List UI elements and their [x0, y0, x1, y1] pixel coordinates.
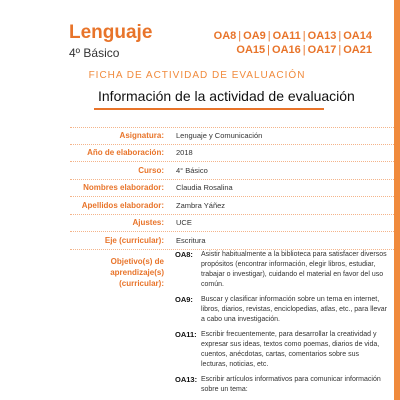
- objective-code: OA9:: [175, 295, 193, 304]
- oa-code: OA17: [307, 44, 337, 56]
- table-row: [70, 232, 394, 250]
- row-label: Eje (curricular):: [104, 235, 164, 245]
- list-item: [175, 250, 387, 290]
- objective-text: Escribir artículos informativos para comunicar información sobre un tema:: [201, 376, 381, 393]
- oa-code: OA11: [272, 30, 301, 42]
- info-section-title: Información de la actividad de evaluación: [98, 88, 355, 104]
- table-row: [70, 180, 394, 198]
- oa-separator: |: [302, 30, 306, 42]
- row-label: Ajustes:: [132, 218, 164, 228]
- row-label: Nombres elaborador:: [83, 183, 164, 193]
- oa-code: OA16: [272, 44, 301, 56]
- objective-text: Buscar y clasificar información sobre un tema en internet, libros, diarios, revistas, enciclopedias, atlas, etc., para llevar a cabo una investigación.: [201, 296, 387, 323]
- row-value: Zambra Yáñez: [176, 200, 226, 210]
- objective-text: Escribir frecuentemente, para desarrollar la creatividad y expresar sus ideas, textos como poemas, diarios de vida, cuentos, anécdotas, cartas, comentarios sobre sus lecturas, noticias, etc.: [201, 331, 380, 368]
- oa-codes: [214, 29, 372, 57]
- row-value: 2018: [176, 148, 193, 158]
- row-value: Claudia Rosalina: [176, 183, 233, 193]
- oa-code: OA9: [243, 30, 266, 42]
- table-row: [70, 162, 394, 180]
- row-value: UCE: [176, 218, 192, 228]
- oa-separator: |: [338, 44, 342, 56]
- row-label: Curso:: [138, 165, 164, 175]
- list-item: [175, 375, 387, 395]
- table-row: [70, 197, 394, 215]
- row-value: Escritura: [176, 235, 206, 245]
- row-value: 4° Básico: [176, 165, 208, 175]
- oa-separator: |: [238, 30, 242, 42]
- info-table: [70, 127, 394, 250]
- oa-code: OA13: [307, 30, 337, 42]
- objectives-label: Objetivo(s) de aprendizaje(s) (curricular):: [110, 257, 164, 288]
- row-label: Año de elaboración:: [87, 148, 164, 158]
- title-underline: [94, 108, 324, 110]
- grade-label: 4º Básico: [69, 46, 120, 60]
- objective-code: OA11:: [175, 330, 197, 339]
- ficha-title: FICHA DE ACTIVIDAD DE EVALUACIÓN: [88, 70, 306, 81]
- table-row: [70, 215, 394, 233]
- oa-codes-line-1: [214, 29, 372, 43]
- table-row: [70, 145, 394, 163]
- table-row: [70, 127, 394, 145]
- page-header: [0, 0, 394, 62]
- objective-text: Asistir habitualmente a la biblioteca para satisfacer diversos propósitos (encontrar información, elegir libros, estudiar, trabajar o investigar), cuidando el material en favor del uso común.: [201, 251, 387, 288]
- side-accent-bar: [394, 0, 400, 400]
- list-item: [175, 330, 387, 370]
- oa-separator: |: [267, 44, 271, 56]
- list-item: [175, 295, 387, 325]
- oa-code: OA14: [343, 30, 372, 42]
- row-value: Lenguaje y Comunicación: [176, 131, 263, 141]
- oa-codes-line-2: [214, 43, 372, 57]
- oa-separator: |: [267, 30, 271, 42]
- row-label: Apellidos elaborador:: [81, 200, 164, 210]
- oa-code: OA21: [343, 44, 372, 56]
- subject-title: Lenguaje: [69, 22, 153, 43]
- objective-code: OA13:: [175, 375, 198, 384]
- oa-separator: |: [302, 44, 306, 56]
- oa-code: OA15: [236, 44, 266, 56]
- objectives-list: [175, 250, 387, 400]
- oa-separator: |: [338, 30, 342, 42]
- objective-code: OA8:: [175, 250, 193, 259]
- row-label: Asignatura:: [119, 131, 164, 141]
- oa-code: OA8: [213, 30, 237, 42]
